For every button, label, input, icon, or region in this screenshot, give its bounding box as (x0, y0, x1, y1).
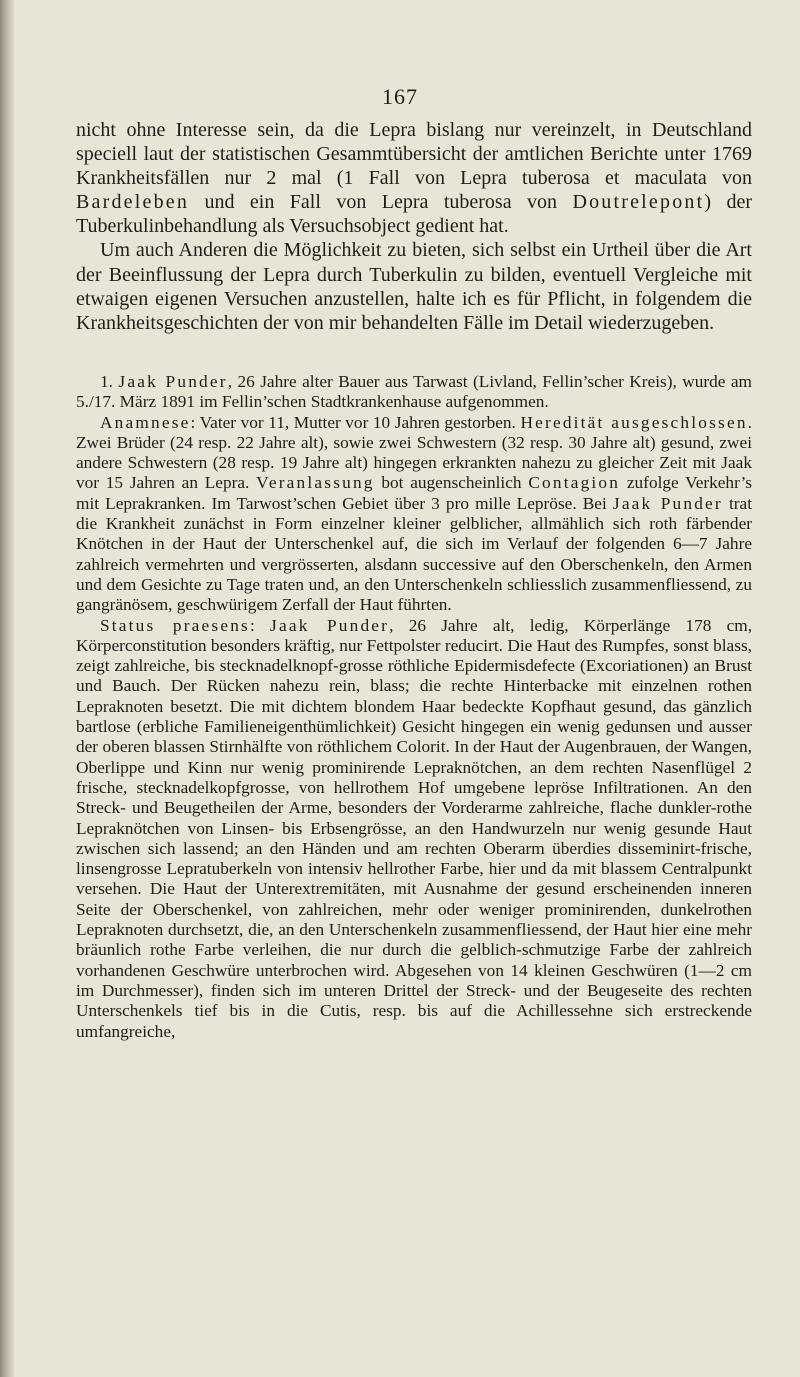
emphasis: Heredität ausgeschlossen (520, 412, 748, 432)
text-run: trat die Krankheit zunächst in Form einzelner kleiner gelblicher, allmählich sich roth färbender Knötchen in der Haut der Unterschenkel auf, die sich im Verlauf der folgenden 6—7 Jahre zahlreich vermehrten und vergrösserten, alsdann successive auf den Oberschenkeln, den Armen und dem Gesichte zu Tage traten und, an den Unterschenkeln schliesslich zusammenfliessend, zu gangränösem, geschwürigem Zerfall der Haut führten. (76, 493, 753, 615)
text-run: zufolge Verkehr’s mit Leprakranken. Im Tarwost’schen Gebiet über 3 pro mille Lepröse. Bei (76, 473, 752, 513)
text-run: ) der Tuberkulinbehandlung als Versuchsobject gedient hat. (76, 191, 752, 238)
patient-name: Jaak Punder (118, 372, 228, 391)
text-run: . Zwei Brüder (24 resp. 22 Jahre alt), sowie zwei Schwestern (32 resp. 30 Jahre alt) gesund, zwei andere Schwestern (28 resp. 19 Jahre alt) hingegen erkrankten nahezu zu gleicher Zeit mit Jaak vor 15 Jahren an Lepra. (76, 412, 752, 493)
text-run: 1. (100, 372, 119, 391)
text-run: bot augenscheinlich (374, 473, 529, 493)
text-run: : (249, 615, 271, 635)
text-run: und ein Fall von Lepra tuberosa von (189, 191, 573, 214)
status-paragraph (76, 616, 752, 1042)
author-name: Bardeleben (76, 191, 190, 214)
text-run: nicht ohne Interesse sein, da die Lepra bislang nur vereinzelt, in Deutschland speciell laut der statistischen Gesammtübersicht der amtlichen Berichte unter 1769 Krankheitsfällen nur 2 mal (1 Fall von Lepra tuberosa et maculata von (76, 119, 752, 190)
text-run: , 26 Jahre alt, ledig, Körperlänge 178 cm, Körperconstitution besonders kräftig, nur Fettpolster reducirt. Die Haut des Rumpfes, sonst blass, zeigt zahlreiche, bis stecknadelknopf-grosse röthliche Epidermisdefecte (Excoriationen) an Brust und Bauch. Der Rücken nahezu rein, blass; die rechte Hinterbacke mit einzelnen rothen Lepraknoten besetzt. Die mit dichtem blondem Haar bedeckte Kopfhaut gesund, das gänzlich bartlose (erbliche Familieneigenthümlichkeit) Gesicht hingegen ein wenig gedunsen und ausser der oberen blassen Stirnhälfte von röthlichem Colorit. In der Haut der Augenbrauen, der Wangen, Oberlippe und Kinn nur wenig prominirende Lepraknötchen, an dem rechten Nasenflügel 2 frische, stecknadelkopfgrosse, von hellrothem Hof umgebene lepröse Infiltrationen. An den Streck- und Beugetheilen der Arme, besonders der Vorderarme zahlreiche, flache dunkler-rothe Lepraknötchen von Linsen- bis Erbsengrösse, an den Handwurzeln nur wenig gesunde Haut zwischen sich lassend; an den Händen und am rechten Oberarm überdies disseminirt-frische, linsengrosse Lepratuberkeln von intensiv hellrother Farbe, hier und da mit blassem Centralpunkt versehen. Die Haut der Unterextremitäten, mit Ausnahme der gesund erscheinenden inneren Seite der Oberschenkel, von zahlreichen, mehr oder weniger prominirenden, dunkelrothen Lepraknoten durchsetzt, die, an den Unterschenkeln zusammenfliessend, der Haut hier eine mehr bräunlich rothe Farbe verleihen, die nur durch die gelblich-schmutzige Farbe der zahlreich vorhandenen Geschwüre unterbrochen wird. Abgesehen von 14 kleinen Geschwüren (1—2 cm im Durchmesser), finden sich im unteren Drittel der Streck- und der Beugeseite des rechten Unterschenkels tief bis in die Cutis, resp. bis auf die Achillessehne sich erstreckende umfangreiche, (76, 615, 753, 1041)
case-header-paragraph (76, 372, 752, 413)
anamnesis-paragraph (76, 413, 752, 616)
section-heading: Status praesens (100, 615, 250, 635)
intro-paragraph: Um auch Anderen die Möglichkeit zu bieten, sich selbst ein Urtheil über die Art der Beeinflussung der Lepra durch Tuberkulin zu bilden, eventuell Vergleiche mit etwaigen eigenen Versuchen anzustellen, halte ich es für Pflicht, in folgendem die Krankheitsgeschichten der von mir behandelten Fälle im Detail wiederzugeben. (76, 239, 752, 334)
text-run: : Vater vor 11, Mutter vor 10 Jahren gestorben. (190, 412, 521, 432)
text-run: , 26 Jahre alter Bauer aus Tarwast (Livland, Fellin’scher Kreis), wurde am 5./17. März 1891 im Fellin’schen Stadtkrankenhause aufgenommen. (76, 372, 752, 412)
emphasis: Contagion (528, 473, 621, 493)
book-spine-shadow (0, 0, 14, 1377)
author-name: Doutrelepont (572, 191, 705, 214)
emphasis: Veranlassung (256, 473, 375, 493)
intro-paragraph (76, 118, 752, 238)
intro-section (76, 118, 752, 335)
section-heading: Anamnese (100, 412, 191, 432)
patient-name: Jaak Punder (612, 493, 723, 513)
page-number: 167 (382, 84, 418, 109)
patient-name: Jaak Punder (270, 615, 390, 635)
case-section (76, 372, 752, 1042)
